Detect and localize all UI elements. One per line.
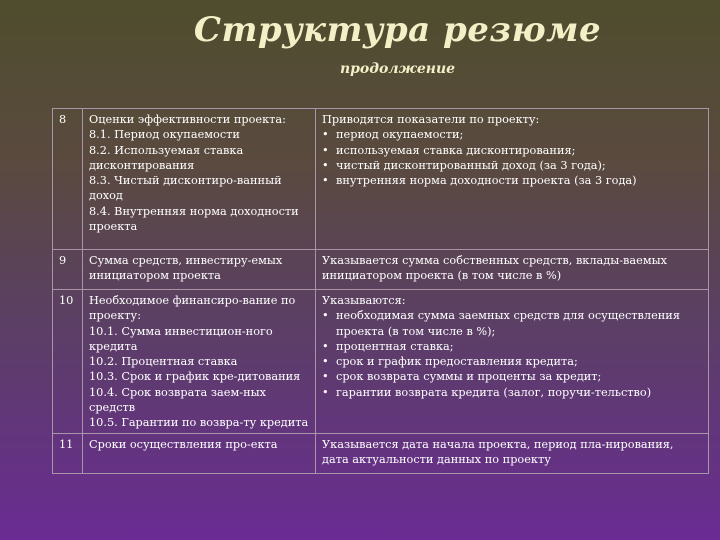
description-bullet: • внутренняя норма доходности проекта (за 3 года) bbox=[322, 173, 703, 188]
section-line: 8.4. Внутренняя норма доходности проекта bbox=[89, 204, 299, 234]
description-bullet: • срок и график предоставления кредита; bbox=[322, 354, 703, 369]
description-cell bbox=[316, 433, 709, 473]
description-bullet: • гарантии возврата кредита (залог, поручи-тельство) bbox=[322, 385, 703, 400]
section-cell bbox=[83, 290, 316, 434]
section-line: 10.1. Сумма инвестицион-ного кредита bbox=[89, 324, 273, 353]
table-row bbox=[53, 109, 709, 250]
section-cell bbox=[83, 109, 316, 250]
description-text: Указывается дата начала проекта, период пла-нирования, дата актуальности данных по проекту bbox=[322, 437, 674, 466]
description-cell bbox=[316, 250, 709, 290]
section-cell bbox=[83, 250, 316, 290]
section-line: Оценки эффективности проекта: bbox=[89, 113, 286, 126]
section-line: 10.3. Срок и график кре-дитования bbox=[89, 370, 301, 384]
section-line: 8.2. Используемая ставка дисконтирования bbox=[89, 143, 244, 172]
description-bullet: • чистый дисконтированный доход (за 3 года); bbox=[322, 158, 703, 173]
row-number: 9 bbox=[53, 250, 83, 290]
row-number: 11 bbox=[53, 433, 83, 473]
table-row bbox=[53, 290, 709, 434]
section-line: 10.2. Процентная ставка bbox=[89, 355, 238, 369]
section-line: Сроки осуществления про-екта bbox=[89, 437, 278, 451]
section-line: 10.4. Срок возврата заем-ных средств bbox=[89, 385, 266, 415]
row-number: 10 bbox=[53, 290, 83, 434]
description-bullet: • срок возврата суммы и проценты за кредит; bbox=[322, 369, 703, 384]
description-bullet: • период окупаемости; bbox=[322, 127, 703, 142]
description-cell bbox=[316, 290, 709, 434]
table-row bbox=[53, 250, 709, 290]
description-cell bbox=[316, 109, 709, 250]
page-subtitle: продолжение bbox=[339, 61, 456, 77]
description-bullet: • необходимая сумма заемных средств для осуществления проекта (в том числе в %); bbox=[322, 308, 703, 339]
description-bullet: • процентная ставка; bbox=[322, 339, 703, 354]
resume-structure-table bbox=[52, 108, 709, 474]
section-line: Сумма средств, инвестиру-емых инициатором проекта bbox=[89, 254, 283, 283]
row-number: 8 bbox=[53, 109, 83, 250]
description-intro: Приводятся показатели по проекту: bbox=[322, 113, 540, 126]
section-line: 10.5. Гарантии по возвра-ту кредита bbox=[89, 416, 309, 430]
table-row bbox=[53, 433, 709, 473]
section-line: 8.1. Период окупаемости bbox=[89, 128, 240, 142]
section-line: 8.3. Чистый дисконтиро-ванный доход bbox=[89, 174, 282, 203]
description-intro: Указываются: bbox=[322, 294, 406, 307]
section-line: Необходимое финансиро-вание по проекту: bbox=[89, 294, 296, 323]
description-text: Указывается сумма собственных средств, вклады-ваемых инициатором проекта (в том числе в %) bbox=[322, 254, 667, 283]
page-title: Структура резюме bbox=[193, 10, 602, 50]
section-cell bbox=[83, 433, 316, 473]
description-bullet: • используемая ставка дисконтирования; bbox=[322, 143, 703, 158]
